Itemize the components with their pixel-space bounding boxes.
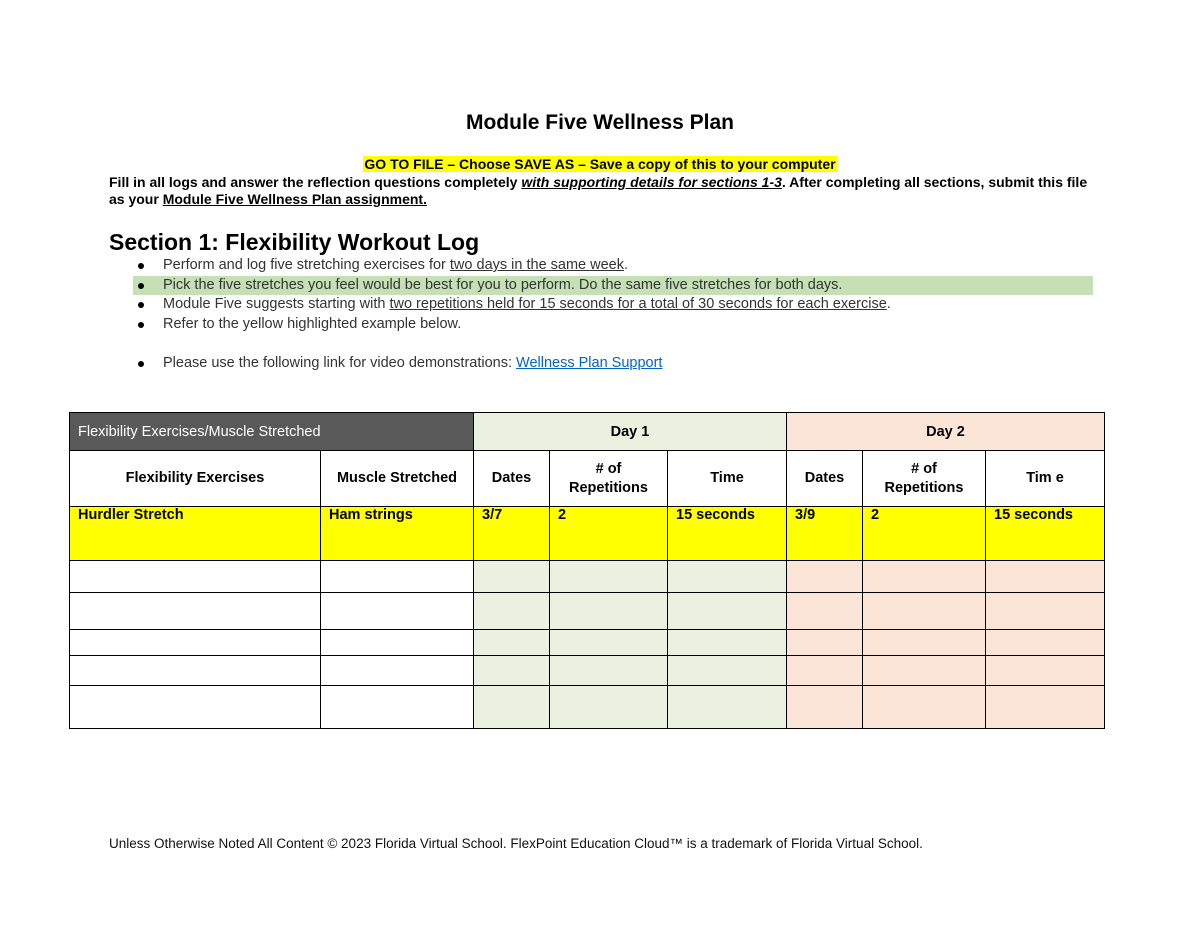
intro-part-1: Fill in all logs and answer the reflection questions completely: [109, 174, 522, 190]
entry-exercise-cell[interactable]: [70, 686, 321, 729]
bullet-text: Refer to the yellow highlighted example below.: [163, 315, 462, 332]
col-muscle-stretched: Muscle Stretched: [321, 451, 474, 507]
example-day2-reps: 2: [863, 507, 986, 561]
example-day2-time: 15 seconds: [986, 507, 1105, 561]
entry-day2-reps-cell[interactable]: [863, 656, 986, 686]
bullet-underlined: two repetitions held for 15 seconds for a total of 30 seconds for each exercise: [389, 296, 887, 312]
entry-day2-date-cell[interactable]: [787, 656, 863, 686]
save-instruction-text: GO TO FILE – Choose SAVE AS – Save a copy of this to your computer: [364, 156, 836, 172]
entry-day1-reps-cell[interactable]: [550, 630, 668, 656]
entry-day2-reps-cell[interactable]: [863, 630, 986, 656]
entry-exercise-cell[interactable]: [70, 593, 321, 630]
col-day2-time: Tim e: [986, 451, 1105, 507]
entry-day1-reps-cell[interactable]: [550, 561, 668, 593]
intro-assignment-name: Module Five Wellness Plan assignment.: [162, 191, 427, 207]
entry-day2-time-cell[interactable]: [986, 656, 1105, 686]
table-row: [70, 686, 1105, 729]
entry-day2-time-cell[interactable]: [986, 630, 1105, 656]
header-day-2: Day 2: [787, 413, 1105, 451]
col-day1-repetitions: # of Repetitions: [550, 451, 668, 507]
col-day2-repetitions: # of Repetitions: [863, 451, 986, 507]
example-exercise: Hurdler Stretch: [70, 507, 321, 561]
entry-day1-reps-cell[interactable]: [550, 593, 668, 630]
entry-muscle-cell[interactable]: [321, 630, 474, 656]
entry-muscle-cell[interactable]: [321, 656, 474, 686]
entry-day2-reps-cell[interactable]: [863, 561, 986, 593]
col-day1-dates: Dates: [474, 451, 550, 507]
col-day2-dates: Dates: [787, 451, 863, 507]
table-subheader-row: [70, 451, 1105, 507]
bullet-perform: [133, 256, 1093, 276]
table-row: [70, 630, 1105, 656]
entry-day1-reps-cell[interactable]: [550, 686, 668, 729]
copyright-footer: Unless Otherwise Noted All Content © 2023 Florida Virtual School. FlexPoint Education Cloud™ is a trademark of Florida Virtual School.: [109, 836, 923, 851]
intro-part-3: . After completing all sections, submit this file as your: [109, 174, 1088, 207]
entry-day2-date-cell[interactable]: [787, 630, 863, 656]
bullet-pick-stretches: [133, 276, 1093, 296]
bullet-text: .: [624, 257, 629, 273]
entry-exercise-cell[interactable]: [70, 656, 321, 686]
instruction-list: [133, 256, 1093, 373]
save-instruction: [0, 156, 1200, 172]
entry-day1-date-cell[interactable]: [474, 686, 550, 729]
entry-day2-date-cell[interactable]: [787, 561, 863, 593]
bullet-underlined: two days in the same week: [449, 257, 624, 273]
flexibility-log-table: [69, 412, 1105, 729]
bullet-refer-example: [133, 315, 1093, 335]
entry-day2-date-cell[interactable]: [787, 593, 863, 630]
header-exercises-muscle: Flexibility Exercises/Muscle Stretched: [70, 413, 474, 451]
intro-emphasis: with supporting details for sections 1-3: [521, 174, 782, 190]
entry-day2-time-cell[interactable]: [986, 686, 1105, 729]
entry-day1-date-cell[interactable]: [474, 656, 550, 686]
example-day1-reps: 2: [550, 507, 668, 561]
table-header-row: [70, 413, 1105, 451]
entry-muscle-cell[interactable]: [321, 561, 474, 593]
bullet-repetitions: [133, 295, 1093, 315]
page-title: Module Five Wellness Plan: [465, 111, 735, 134]
entry-exercise-cell[interactable]: [70, 630, 321, 656]
entry-day2-time-cell[interactable]: [986, 593, 1105, 630]
bullet-text: Please use the following link for video demonstrations:: [163, 354, 517, 371]
bullet-text: .: [886, 296, 891, 312]
entry-day1-time-cell[interactable]: [668, 593, 787, 630]
entry-day1-time-cell[interactable]: [668, 656, 787, 686]
col-day1-time: Time: [668, 451, 787, 507]
table-row: [70, 561, 1105, 593]
example-muscle: Ham strings: [321, 507, 474, 561]
bullet-text: Module Five suggests starting with: [163, 296, 390, 312]
table-row: [70, 593, 1105, 630]
example-day1-date: 3/7: [474, 507, 550, 561]
entry-day2-date-cell[interactable]: [787, 686, 863, 729]
entry-day1-reps-cell[interactable]: [550, 656, 668, 686]
example-day2-date: 3/9: [787, 507, 863, 561]
bullet-text: Perform and log five stretching exercises for: [163, 257, 450, 273]
entry-day1-date-cell[interactable]: [474, 630, 550, 656]
entry-day2-reps-cell[interactable]: [863, 686, 986, 729]
entry-day1-date-cell[interactable]: [474, 561, 550, 593]
entry-muscle-cell[interactable]: [321, 686, 474, 729]
example-day1-time: 15 seconds: [668, 507, 787, 561]
intro-paragraph: [109, 174, 1099, 208]
entry-day1-time-cell[interactable]: [668, 630, 787, 656]
entry-day1-date-cell[interactable]: [474, 593, 550, 630]
entry-muscle-cell[interactable]: [321, 593, 474, 630]
col-flexibility-exercises: Flexibility Exercises: [70, 451, 321, 507]
entry-exercise-cell[interactable]: [70, 561, 321, 593]
entry-day2-reps-cell[interactable]: [863, 593, 986, 630]
wellness-plan-support-link[interactable]: Wellness Plan Support: [516, 354, 663, 371]
table-row: [70, 656, 1105, 686]
bullet-video-link: [133, 354, 1093, 374]
example-row: [70, 507, 1105, 561]
header-day-1: Day 1: [474, 413, 787, 451]
entry-day1-time-cell[interactable]: [668, 686, 787, 729]
section-heading: Section 1: Flexibility Workout Log: [109, 229, 480, 255]
entry-day2-time-cell[interactable]: [986, 561, 1105, 593]
entry-day1-time-cell[interactable]: [668, 561, 787, 593]
bullet-text: Pick the five stretches you feel would be best for you to perform. Do the same five stretches for both days.: [163, 276, 843, 293]
